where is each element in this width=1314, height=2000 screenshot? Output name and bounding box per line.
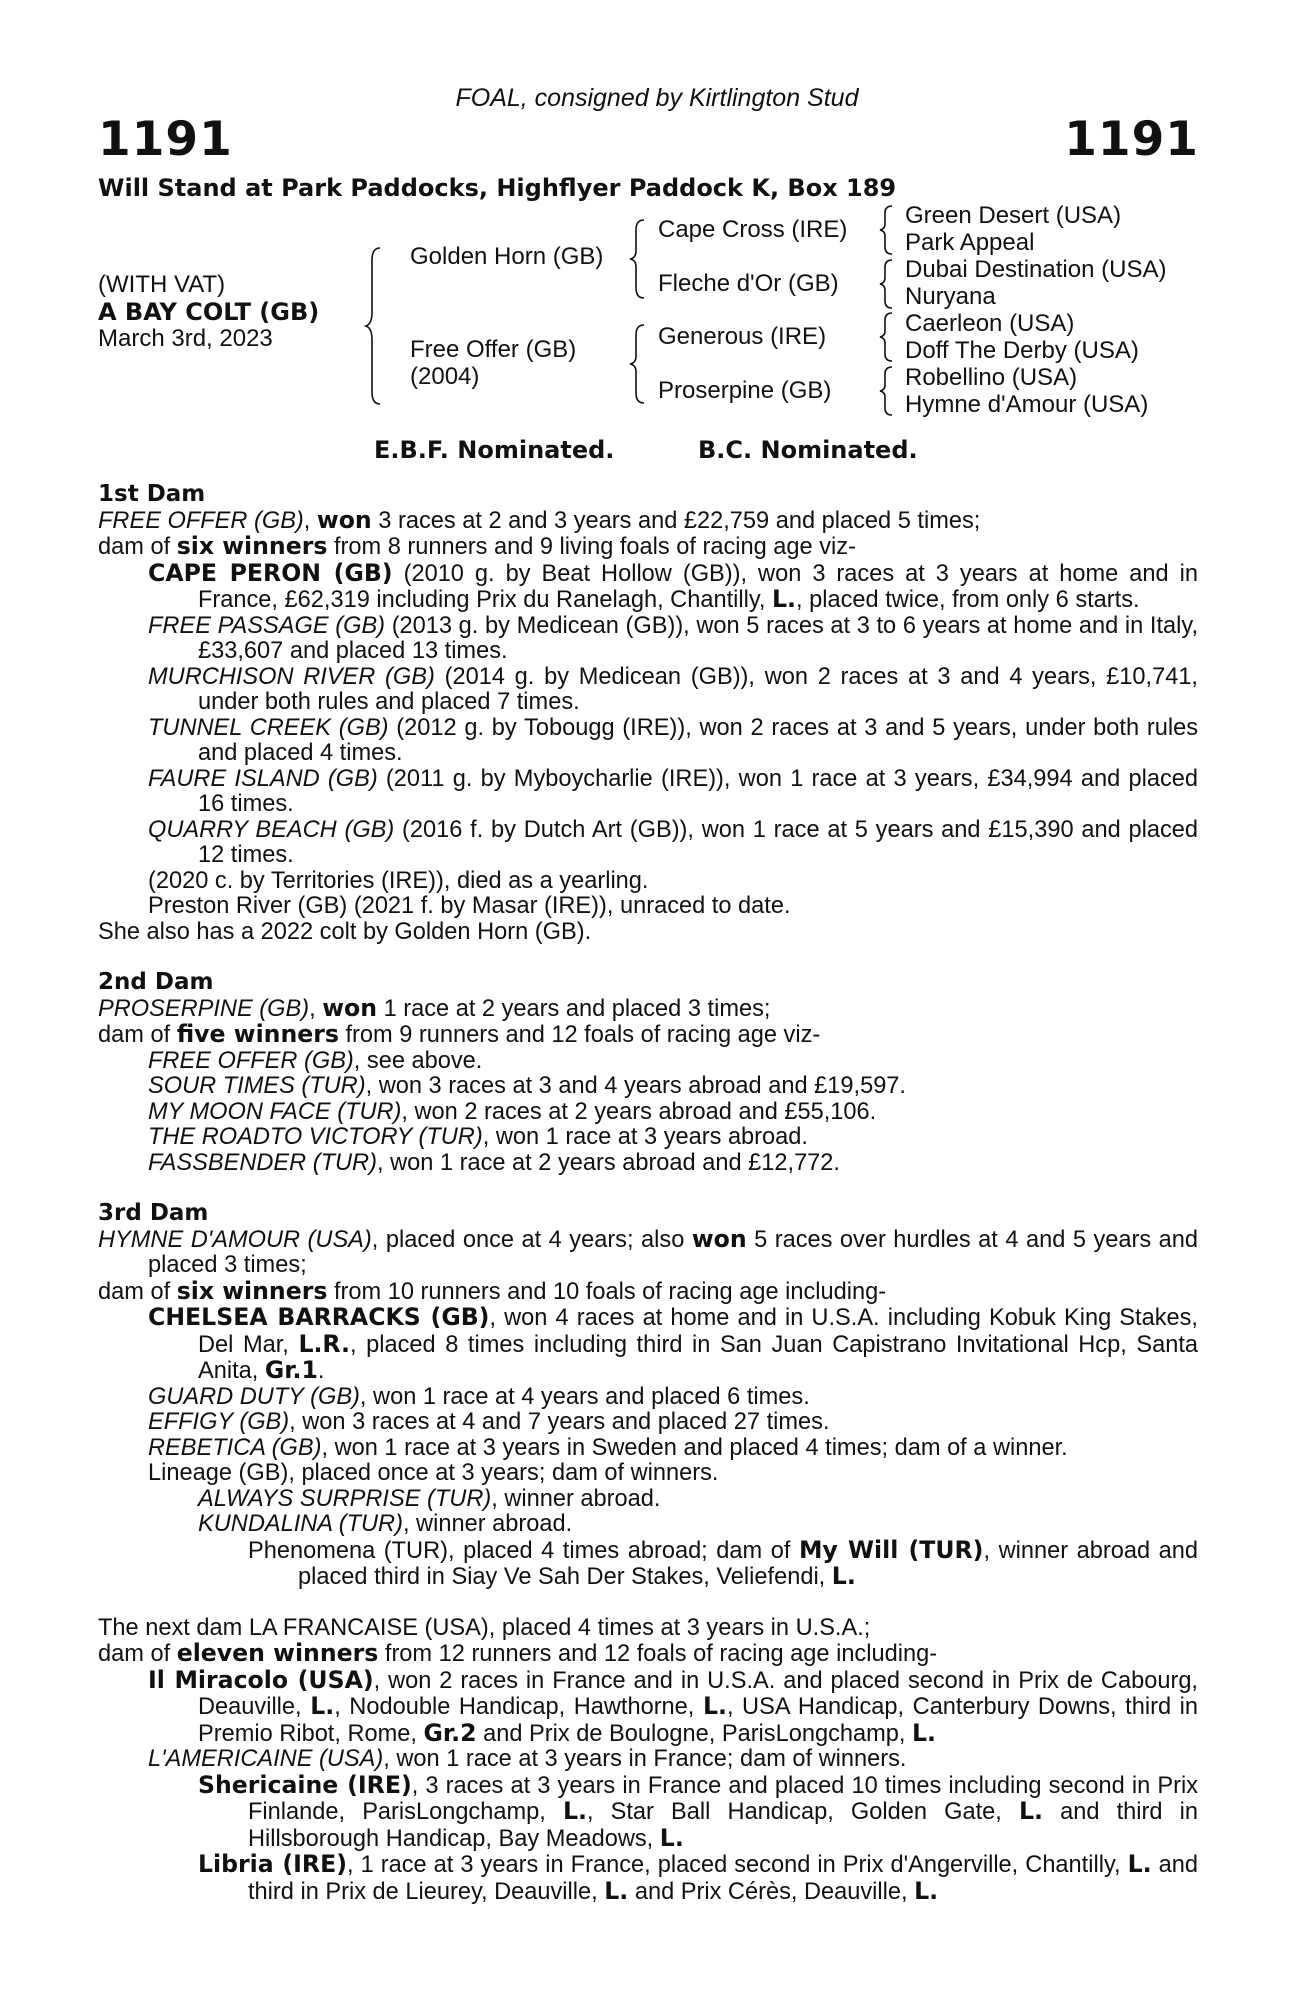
next-dam-record: The next dam LA FRANCAISE (USA), placed 4 times at 3 years in U.S.A.; [98, 1614, 871, 1641]
lot-number-left: 1191 [98, 112, 233, 167]
first-dam-foal-6: QUARRY BEACH (GB) (2016 f. by Dutch Art (GB)), won 1 race at 5 years and £15,390 and placed 12 times. [148, 816, 1198, 868]
granddam-line-2: Park Appeal [905, 229, 1035, 256]
third-dam-produce-summary: dam of six winners from 10 runners and 10 foals of racing age including- [98, 1276, 887, 1305]
horse-name: A BAY COLT (GB) [98, 298, 320, 326]
third-dam-heading: 3rd Dam [98, 1200, 209, 1226]
third-dam-grandfoal-1: ALWAYS SURPRISE (TUR), winner abroad. [198, 1485, 661, 1512]
granddam-line-5: Caerleon (USA) [905, 310, 1075, 337]
foaling-date: March 3rd, 2023 [98, 325, 273, 352]
first-dam-foal-7: (2020 c. by Territories (IRE)), died as a yearling. [148, 867, 649, 894]
granddam-line-7: Robellino (USA) [905, 364, 1078, 391]
consignor-line: FOAL, consigned by Kirtlington Stud [455, 84, 859, 112]
dam-sire: Generous (IRE) [658, 323, 827, 350]
first-dam-foal-3: MURCHISON RIVER (GB) (2014 g. by Medicean (GB)), won 2 races at 3 and 4 years, £10,741, under both rules and placed 7 times. [148, 663, 1198, 715]
second-dam-foal-1: FREE OFFER (GB), see above. [148, 1047, 483, 1074]
third-dam-foal-5: Lineage (GB), placed once at 3 years; dam of winners. [148, 1460, 719, 1486]
bc-nomination: B.C. Nominated. [698, 436, 918, 464]
first-dam-note: She also has a 2022 colt by Golden Horn (GB). [98, 918, 592, 945]
brace-g2 [880, 258, 896, 308]
sire-dam: Fleche d'Or (GB) [658, 270, 839, 297]
brace-dam-parents [630, 323, 650, 403]
ebf-nomination: E.B.F. Nominated. [374, 436, 615, 464]
second-dam-record: PROSERPINE (GB), won 1 race at 2 years and placed 3 times; [98, 993, 771, 1022]
second-dam-foal-2: SOUR TIMES (TUR), won 3 races at 3 and 4 years abroad and £19,597. [148, 1073, 906, 1099]
next-dam-foal-2: L'AMERICAINE (USA), won 1 race at 3 years in France; dam of winners. [148, 1746, 907, 1772]
first-dam-foal-1: CAPE PERON (GB) (2010 g. by Beat Hollow (GB)), won 3 races at 3 years at home and in France, £62,319 including Prix du Ranelagh, Chantilly, L., placed twice, from only 6 starts. [148, 558, 1198, 613]
granddam-line-4: Nuryana [905, 283, 996, 310]
brace-g3 [880, 311, 896, 361]
next-dam-grandfoal-1: Shericaine (IRE), 3 races at 3 years in France and placed 10 times including second in Prix Finlande, ParisLongchamp, L., Star Ball Handicap, Golden Gate, L. and third in Hillsborough Handicap, Bay Meadows, L. [198, 1770, 1198, 1852]
third-dam-grandfoal-3: Phenomena (TUR), placed 4 times abroad; dam of My Will (TUR), winner abroad and placed third in Siay Ve Sah Der Stakes, Veliefendi, L. [248, 1535, 1198, 1590]
second-dam-heading: 2nd Dam [98, 969, 214, 995]
third-dam-foal-1: CHELSEA BARRACKS (GB), won 4 races at home and in U.S.A. including Kobuk King Stakes, Del Mar, L.R., placed 8 times including third in San Juan Capistrano Invitational Hcp, Santa Anita, Gr.1. [148, 1303, 1198, 1384]
dam: Free Offer (GB) [410, 336, 577, 363]
dam-details [98, 482, 1198, 1905]
first-dam-foal-5: FAURE ISLAND (GB) (2011 g. by Myboycharlie (IRE)), won 1 race at 3 years, £34,994 and placed 16 times. [148, 765, 1199, 817]
brace-g1 [880, 204, 896, 254]
third-dam-foal-3: EFFIGY (GB), won 3 races at 4 and 7 years and placed 27 times. [148, 1409, 830, 1435]
first-dam-produce-summary: dam of six winners from 8 runners and 9 living foals of racing age viz- [98, 532, 856, 560]
granddam-line-8: Hymne d'Amour (USA) [905, 391, 1149, 418]
second-dam-foal-3: MY MOON FACE (TUR), won 2 races at 2 years abroad and £55,106. [148, 1098, 877, 1125]
stabling-location: Will Stand at Park Paddocks, Highflyer Paddock K, Box 189 [98, 174, 897, 202]
next-dam-grandfoal-2: Libria (IRE), 1 race at 3 years in France, placed second in Prix d'Angerville, Chantilly, L. and third in Prix de Lieurey, Deauville, L. and Prix Cérès, Deauville, L. [198, 1850, 1199, 1905]
third-dam-record: HYMNE D'AMOUR (USA), placed once at 4 years; also won 5 races over hurdles at 4 and 5 years and placed 3 times; [98, 1224, 1198, 1278]
second-dam-foal-4: THE ROADTO VICTORY (TUR), won 1 race at 3 years abroad. [148, 1124, 808, 1150]
brace-sire-dam [366, 246, 386, 406]
brace-g4 [880, 365, 896, 415]
sire-sire: Cape Cross (IRE) [658, 216, 848, 243]
granddam-line-6: Doff The Derby (USA) [905, 337, 1139, 364]
vat-note: (WITH VAT) [98, 271, 226, 298]
second-dam-produce-summary: dam of five winners from 9 runners and 12 foals of racing age viz- [98, 1020, 821, 1048]
third-dam-foal-2: GUARD DUTY (GB), won 1 race at 4 years and placed 6 times. [148, 1383, 810, 1410]
next-dam-foal-1: Il Miracolo (USA), won 2 races in France and in U.S.A. and placed second in Prix de Cabourg, Deauville, L., Nodouble Handicap, Hawthorne, L., USA Handicap, Canterbury Downs, third in Premio Ribot, Rome, Gr.2 and Prix de Boulogne, ParisLongchamp, L. [148, 1665, 1199, 1747]
first-dam-record: FREE OFFER (GB), won 3 races at 2 and 3 years and £22,759 and placed 5 times; [98, 505, 981, 534]
granddam-line-3: Dubai Destination (USA) [905, 256, 1167, 283]
sire: Golden Horn (GB) [410, 243, 604, 270]
next-dam-produce-summary: dam of eleven winners from 12 runners and 12 foals of racing age including- [98, 1639, 938, 1667]
brace-sire-parents [630, 218, 650, 298]
first-dam-foal-8: Preston River (GB) (2021 f. by Masar (IRE)), unraced to date. [148, 893, 791, 919]
first-dam-foal-4: TUNNEL CREEK (GB) (2012 g. by Tobougg (IRE)), won 2 races at 3 and 5 years, under both rules and placed 4 times. [148, 714, 1198, 766]
third-dam-grandfoal-2: KUNDALINA (TUR), winner abroad. [198, 1511, 573, 1537]
lot-number-right: 1191 [1064, 112, 1199, 167]
second-dam-foal-5: FASSBENDER (TUR), won 1 race at 2 years abroad and £12,772. [148, 1149, 840, 1176]
dam-year: (2004) [410, 363, 480, 390]
granddam-line-1: Green Desert (USA) [905, 202, 1122, 229]
dam-dam: Proserpine (GB) [658, 377, 832, 404]
first-dam-heading: 1st Dam [98, 481, 206, 507]
third-dam-foal-4: REBETICA (GB), won 1 race at 3 years in Sweden and placed 4 times; dam of a winner. [148, 1434, 1068, 1461]
first-dam-foal-2: FREE PASSAGE (GB) (2013 g. by Medicean (GB)), won 5 races at 3 to 6 years at home and in Italy, £33,607 and placed 13 times. [148, 612, 1198, 664]
